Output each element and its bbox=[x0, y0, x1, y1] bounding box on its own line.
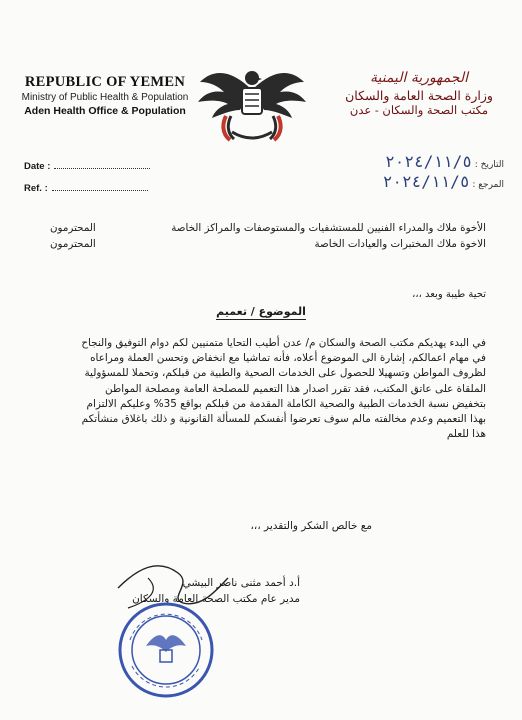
addressee-line-2: الاخوة ملاك المختبرات والعيادات الخاصة bbox=[314, 238, 486, 250]
subject-text: الموضوع / تعميم bbox=[216, 305, 306, 318]
date-field-ar bbox=[385, 152, 504, 171]
closing-thanks: مع خالص الشكر والتقدير ،،، bbox=[250, 520, 372, 532]
ref-field-ar bbox=[383, 172, 504, 191]
addressee-respect-1: المحترمون bbox=[50, 222, 96, 234]
addressee-line-1: الأخوة ملاك والمدراء الفنيين للمستشفيات والمستوصفات والمراكز الخاصة bbox=[171, 222, 486, 234]
body-line: في البدء يهديكم مكتب الصحة والسكان م/ عدن أطيب التحايا متمنيين لكم دوام التوفيق والنجاح bbox=[81, 337, 486, 349]
date-field-en bbox=[24, 160, 150, 172]
ref-line bbox=[52, 182, 148, 191]
country-name-ar: الجمهورية اليمنية bbox=[369, 70, 468, 86]
signatory-name: أ.د أحمد مثنى ناصر البيشي bbox=[182, 577, 300, 589]
handwritten-date: ٢٠٢٤/١١/٥ bbox=[385, 152, 472, 171]
date-label: Date : bbox=[24, 161, 51, 172]
subject-heading bbox=[0, 305, 522, 318]
body-line: الملقاة على عاتق المكتب، فقد تقرر اصدار هذا التعميم للمصلحة العامة ومصلحة المواطن bbox=[105, 382, 486, 395]
body-line: لظروف المواطن وتسهيلا للحصول على الخدمات الصحية والطبية من قبلكم، وتحملا للمسؤولية bbox=[84, 367, 486, 380]
english-letterhead bbox=[20, 74, 190, 117]
country-name-en: REPUBLIC OF YEMEN bbox=[24, 74, 186, 90]
office-name-en: Aden Health Office & Population bbox=[24, 105, 186, 117]
emblem-shield bbox=[242, 88, 262, 114]
greeting: تحية طيبة وبعد ،،، bbox=[412, 289, 486, 300]
ar-date-label: التاريخ : bbox=[474, 160, 504, 170]
letter-body bbox=[36, 336, 486, 442]
ministry-name-ar: وزارة الصحة العامة والسكان bbox=[345, 88, 493, 103]
arabic-letterhead bbox=[334, 70, 504, 117]
handwritten-ref: ٢٠٢٤/١١/٥ bbox=[382, 172, 470, 191]
ref-field-en bbox=[24, 182, 148, 194]
ministry-name-en: Ministry of Public Health & Population bbox=[21, 92, 189, 103]
ar-ref-label: المرجع : bbox=[472, 180, 504, 190]
official-stamp bbox=[116, 600, 216, 700]
yemen-eagle-emblem bbox=[192, 60, 312, 145]
addressee-respect-2: المحترمون bbox=[50, 238, 96, 250]
emblem-ribbon bbox=[232, 132, 272, 138]
body-line: بهذا التعميم وعدم مخالفته مالم سوف تعرضوا أنفسكم للمسألة القانونية و ذلك باغلاق منشأتكم bbox=[81, 413, 486, 426]
body-line: بتخفيض نسبة الخدمات الطبية والصحية الكاملة المقدمة من قبلكم بواقع 35% وعليكم الالتزام bbox=[86, 397, 486, 410]
date-line bbox=[54, 160, 150, 169]
office-name-ar: مكتب الصحة والسكان - عدن bbox=[349, 103, 489, 117]
ref-label: Ref. : bbox=[24, 183, 48, 194]
signatory-title: مدير عام مكتب الصحة العامة والسكان bbox=[132, 593, 300, 605]
body-line: هذا للعلم bbox=[446, 428, 486, 441]
body-line: في مهام اعمالكم، إشارة الى الموضوع أعلاه، فأنه تماشيا مع انخفاض وتحسن العملة ومراعاه bbox=[90, 352, 486, 365]
